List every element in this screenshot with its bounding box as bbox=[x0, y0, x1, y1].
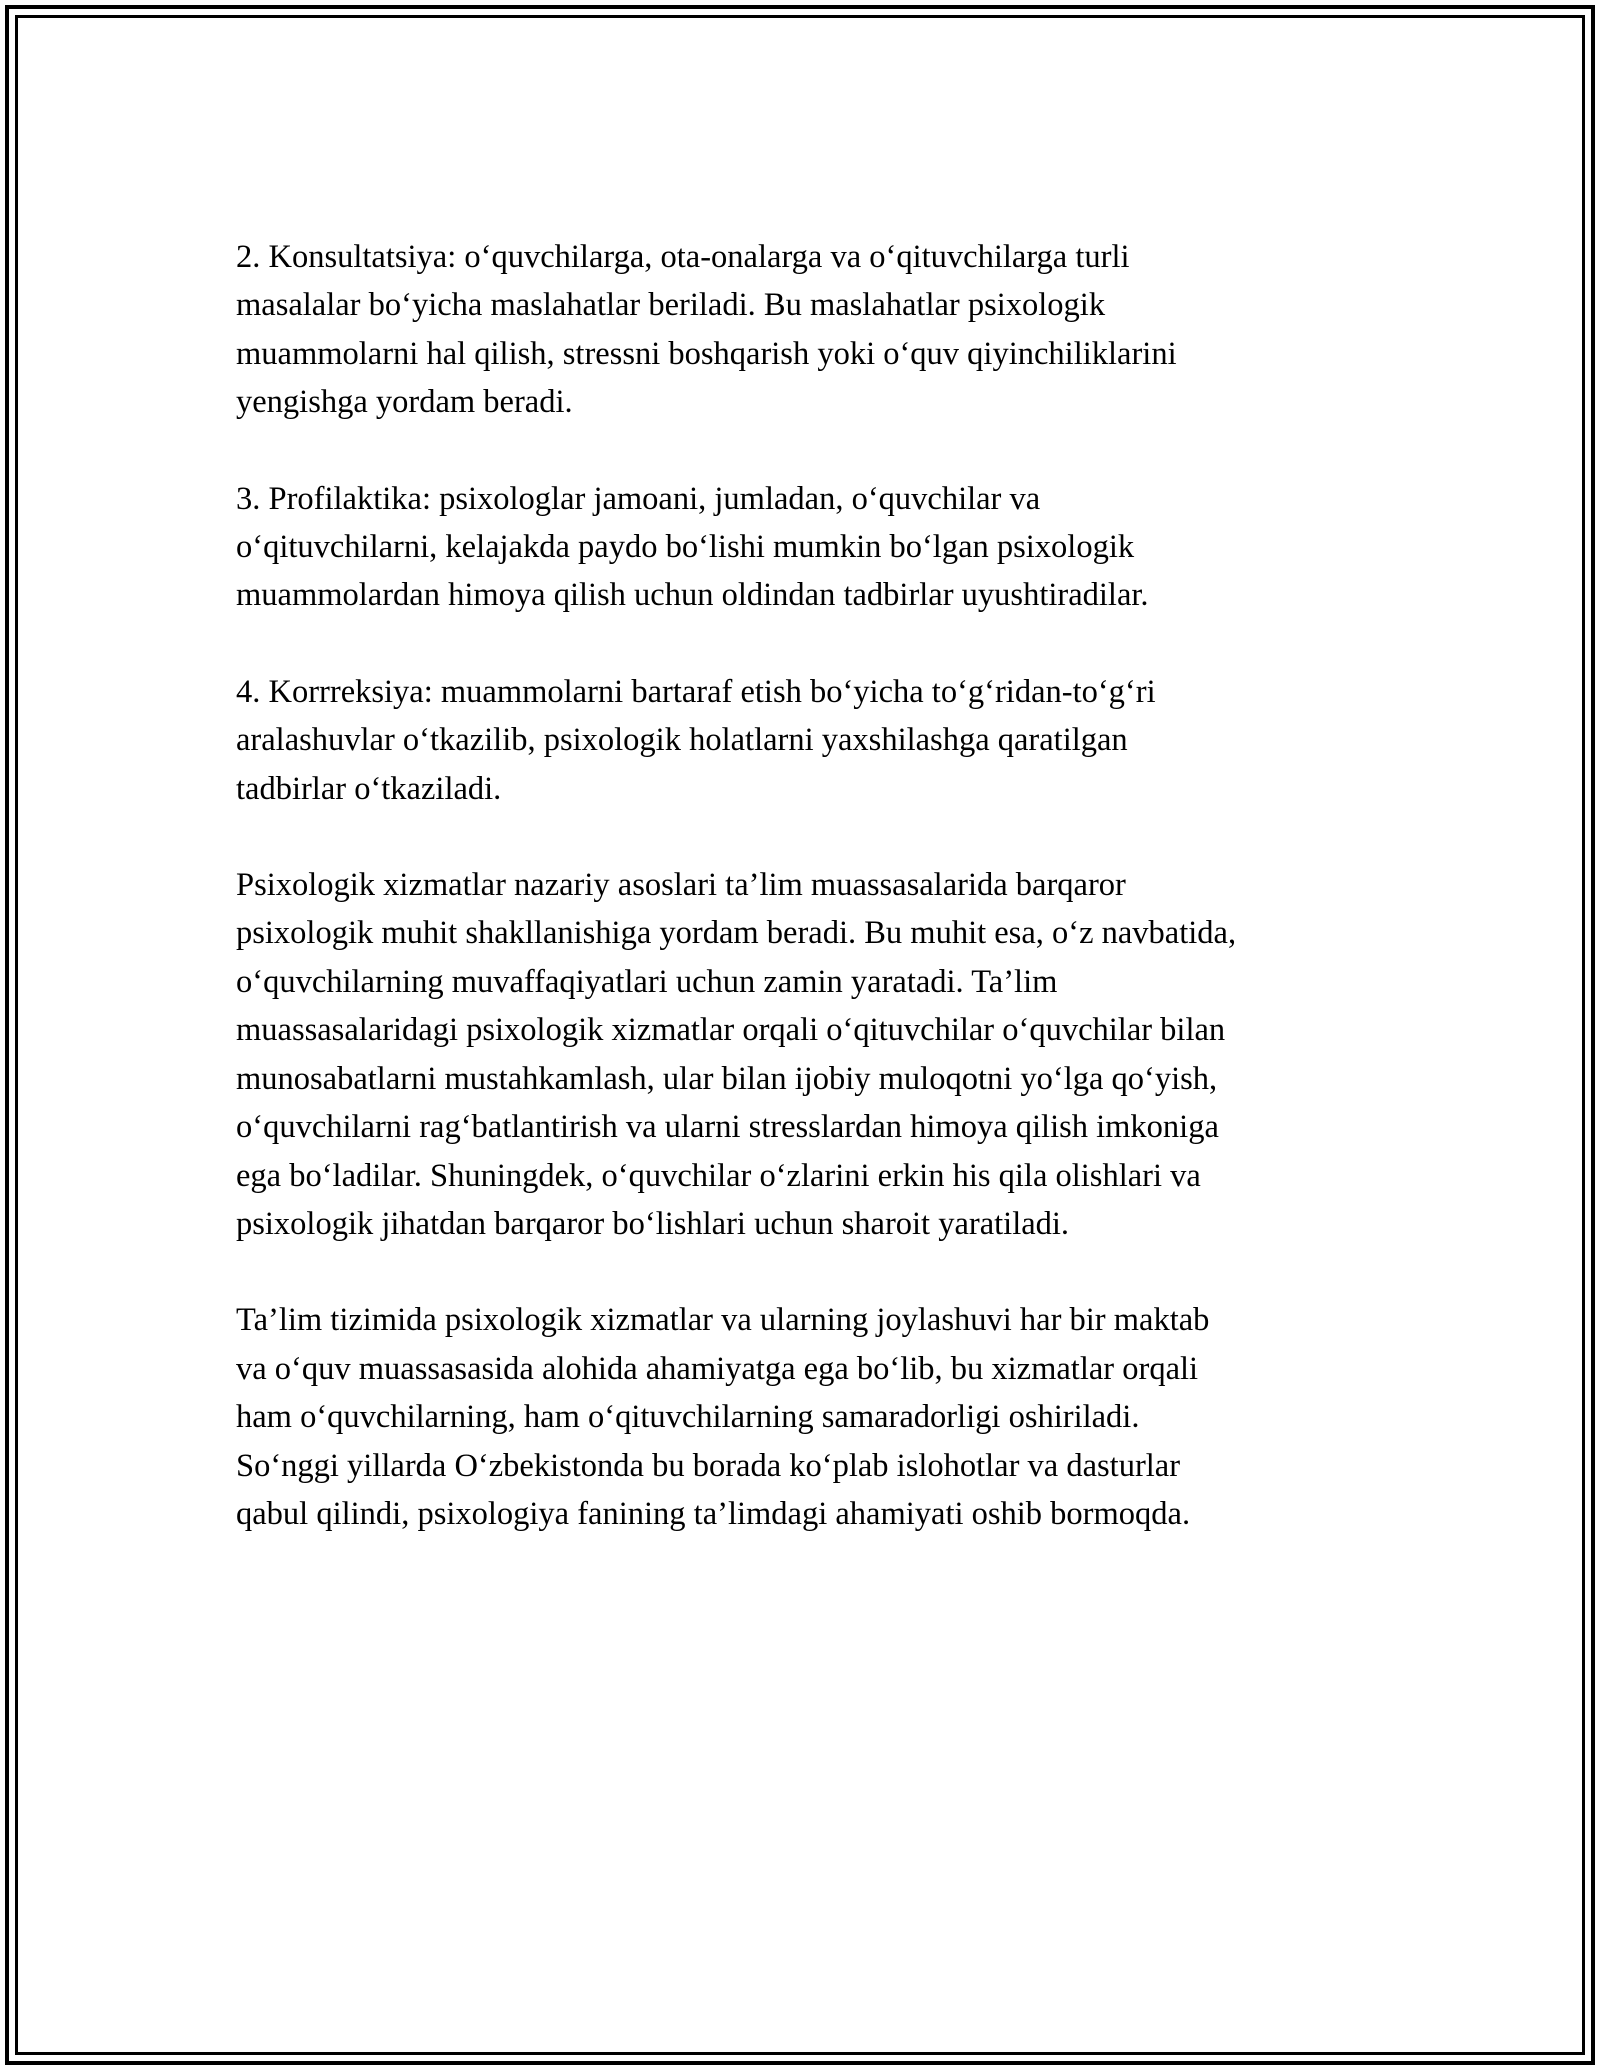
text-line: aralashuvlar o‘tkazilib, psixologik holatlarni yaxshilashga qaratilgan bbox=[236, 722, 1128, 759]
text-line: 3. Profilaktika: psixologlar jamoani, jumladan, o‘quvchilar va bbox=[236, 480, 1041, 517]
text-line: psixologik muhit shakllanishiga yordam beradi. Bu muhit esa, o‘z navbatida, bbox=[236, 915, 1237, 952]
text-line: qabul qilindi, psixologiya fanining ta’limdagi ahamiyati oshib bormoqda. bbox=[236, 1495, 1191, 1532]
text-line: Psixologik xizmatlar nazariy asoslari ta’lim muassasalarida barqaror bbox=[236, 867, 1126, 904]
text-line: o‘qituvchilarni, kelajakda paydo bo‘lishi mumkin bo‘lgan psixologik bbox=[236, 529, 1135, 566]
text-line: o‘quvchilarning muvaffaqiyatlari uchun zamin yaratadi. Ta’lim bbox=[236, 963, 1058, 1000]
paragraph-talim-tizimi bbox=[236, 1296, 1386, 1538]
text-line: muassasalaridagi psixologik xizmatlar orqali o‘qituvchilar o‘quvchilar bilan bbox=[236, 1012, 1226, 1049]
text-line: So‘nggi yillarda O‘zbekistonda bu borada ko‘plab islohotlar va dasturlar bbox=[236, 1447, 1181, 1484]
text-line: 2. Konsultatsiya: o‘quvchilarga, ota-onalarga va o‘qituvchilarga turli bbox=[236, 239, 1130, 275]
text-line: masalalar bo‘yicha maslahatlar beriladi. Bu maslahatlar psixologik bbox=[236, 287, 1106, 324]
text-line: 4. Korrreksiya: muammolarni bartaraf etish bo‘yicha to‘g‘ridan-to‘g‘ri bbox=[236, 673, 1156, 710]
text-line: munosabatlarni mustahkamlash, ular bilan ijobiy muloqotni yo‘lga qo‘yish, bbox=[236, 1060, 1218, 1097]
paragraph-profilaktika bbox=[236, 475, 1386, 620]
paragraph-konsultatsiya bbox=[236, 233, 1386, 427]
paragraph-nazariy-asoslar bbox=[236, 861, 1386, 1248]
document-body bbox=[236, 233, 1386, 1538]
text-line: psixologik jihatdan barqaror bo‘lishlari uchun sharoit yaratiladi. bbox=[236, 1205, 1070, 1242]
text-line: Ta’lim tizimida psixologik xizmatlar va ularning joylashuvi har bir maktab bbox=[236, 1302, 1210, 1339]
text-line: tadbirlar o‘tkaziladi. bbox=[236, 770, 502, 807]
text-line: muammolarni hal qilish, stressni boshqarish yoki o‘quv qiyinchiliklarini bbox=[236, 335, 1177, 372]
text-line: muammolardan himoya qilish uchun oldindan tadbirlar uyushtiradilar. bbox=[236, 577, 1149, 614]
text-line: yengishga yordam beradi. bbox=[236, 384, 573, 421]
paragraph-korrreksiya bbox=[236, 668, 1386, 813]
text-line: ham o‘quvchilarning, ham o‘qituvchilarning samaradorligi oshiriladi. bbox=[236, 1399, 1140, 1436]
text-line: o‘quvchilarni rag‘batlantirish va ularni stresslardan himoya qilish imkoniga bbox=[236, 1109, 1219, 1146]
text-line: ega bo‘ladilar. Shuningdek, o‘quvchilar o‘zlarini erkin his qila olishlari va bbox=[236, 1157, 1201, 1194]
text-line: va o‘quv muassasasida alohida ahamiyatga ega bo‘lib, bu xizmatlar orqali bbox=[236, 1350, 1199, 1387]
